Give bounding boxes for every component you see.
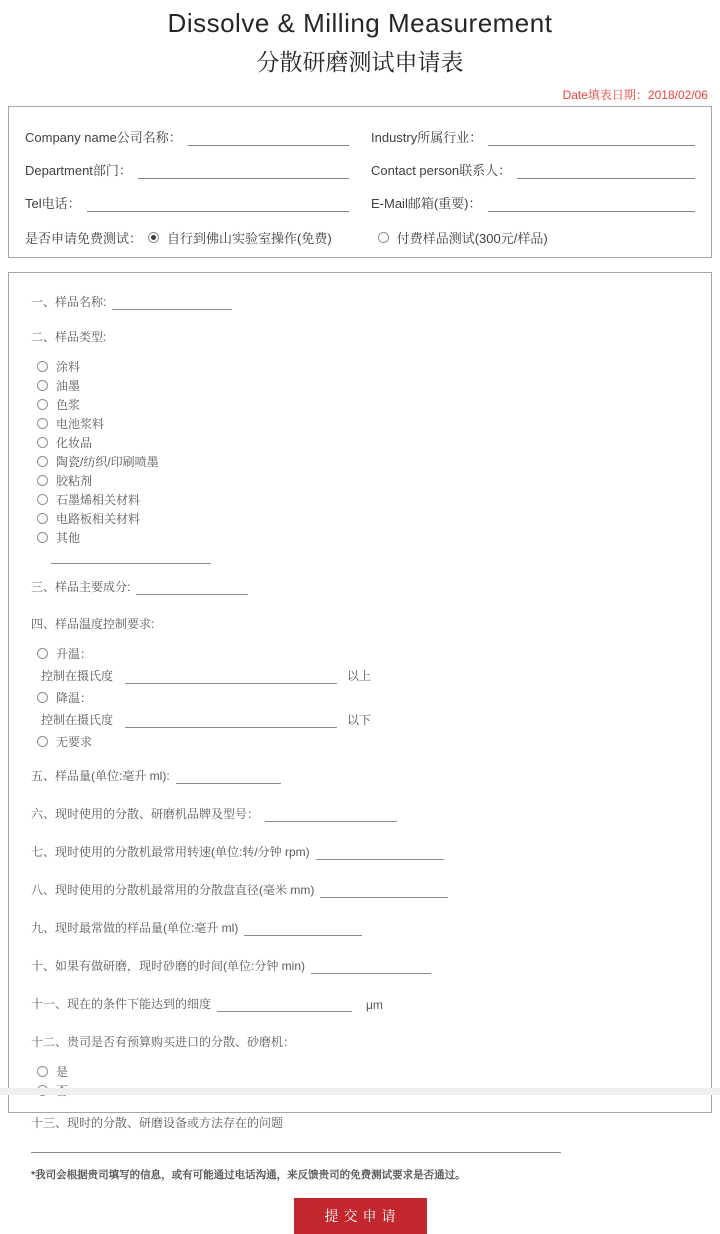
sample-type-option xyxy=(37,452,695,471)
sample-type-radio[interactable] xyxy=(37,494,48,505)
questions-box xyxy=(8,272,712,1224)
question-9 xyxy=(31,919,695,936)
sample-type-radio[interactable] xyxy=(37,380,48,391)
sample-type-option-label: 电池浆料 xyxy=(56,417,105,431)
sample-type-radio[interactable] xyxy=(37,532,48,543)
temp-none-label: 无要求 xyxy=(56,735,93,749)
question-2 xyxy=(31,328,695,345)
sample-type-radio[interactable] xyxy=(37,513,48,524)
question-10 xyxy=(31,957,695,974)
sample-type-option xyxy=(37,357,695,376)
question-12 xyxy=(31,1033,695,1050)
common-volume-input[interactable] xyxy=(244,923,362,936)
budget-yes-option xyxy=(37,1062,695,1081)
problems-label: 十三、现时的分散、研磨设备或方法存在的问题 xyxy=(31,1116,284,1130)
free-test-row xyxy=(25,228,695,247)
temp-cool-input[interactable] xyxy=(125,715,337,728)
industry-label: Industry所属行业： xyxy=(371,130,483,145)
sample-type-option xyxy=(37,471,695,490)
problems-input[interactable] xyxy=(31,1141,561,1153)
free-test-label: 是否申请免费测试： xyxy=(25,231,143,246)
temp-cool-option xyxy=(37,688,695,707)
sample-name-input[interactable] xyxy=(112,297,232,310)
contact-row-1 xyxy=(25,127,695,146)
sample-type-other-input[interactable] xyxy=(51,551,211,564)
tel-label: Tel电话： xyxy=(25,196,81,211)
sample-type-radio[interactable] xyxy=(37,456,48,467)
sample-type-label: 二、样品类型: xyxy=(31,330,107,344)
sample-type-radio[interactable] xyxy=(37,361,48,372)
question-7 xyxy=(31,843,695,860)
sample-type-option xyxy=(37,490,695,509)
question-11 xyxy=(31,995,695,1012)
temp-heat-option xyxy=(37,644,695,663)
milling-time-input[interactable] xyxy=(311,961,431,974)
submit-button[interactable]: 提交申请 xyxy=(294,1198,427,1234)
company-name-input[interactable] xyxy=(188,131,349,146)
question-5 xyxy=(31,767,695,784)
contact-row-3 xyxy=(25,193,695,212)
email-input[interactable] xyxy=(488,197,696,212)
sample-type-option-label: 色浆 xyxy=(56,398,81,412)
sample-type-option xyxy=(37,376,695,395)
temp-none-radio[interactable] xyxy=(37,736,48,747)
sample-volume-label: 五、样品量(单位:毫升 ml): xyxy=(31,769,170,783)
machine-brand-input[interactable] xyxy=(265,809,397,822)
temp-prefix-label: 控制在摄氏度 xyxy=(41,669,114,683)
sample-type-radio[interactable] xyxy=(37,418,48,429)
footer-note: *我司会根据贵司填写的信息，或有可能通过电话沟通，来反馈贵司的免费测试要求是否通过。 xyxy=(31,1169,466,1181)
page-bottom-strip xyxy=(0,1088,720,1095)
sample-type-option xyxy=(37,395,695,414)
temp-prefix-label: 控制在摄氏度 xyxy=(41,713,114,727)
contact-row-2 xyxy=(25,160,695,179)
sample-type-options xyxy=(25,357,695,547)
budget-label: 十二、贵司是否有预算购买进口的分散、砂磨机： xyxy=(31,1035,296,1049)
temp-heat-radio[interactable] xyxy=(37,648,48,659)
sample-type-option xyxy=(37,433,695,452)
page-title-english: Dissolve & Milling Measurement xyxy=(167,8,553,38)
temp-cool-suffix-label: 以下 xyxy=(347,713,372,727)
temp-cool-label: 降温： xyxy=(56,691,93,705)
rpm-label: 七、现时使用的分散机最常用转速(单位:转/分钟 rpm) xyxy=(31,845,310,859)
common-volume-label: 九、现时最常做的样品量(单位:毫升 ml) xyxy=(31,921,239,935)
milling-time-label: 十、如果有做研磨，现时砂磨的时间(单位:分钟 min) xyxy=(31,959,305,973)
sample-type-option-label: 其他 xyxy=(56,531,81,545)
sample-type-option-label: 电路板相关材料 xyxy=(56,512,141,526)
company-name-label: Company name公司名称： xyxy=(25,130,182,145)
fineness-unit-label: μm xyxy=(366,998,383,1012)
sample-type-option-label: 胶粘剂 xyxy=(56,474,93,488)
fineness-label: 十一、现在的条件下能达到的细度 xyxy=(31,997,212,1011)
temp-control-label: 四、样品温度控制要求: xyxy=(31,617,155,631)
temp-cool-detail xyxy=(41,711,695,728)
free-test-paid-radio[interactable] xyxy=(378,232,389,243)
question-4 xyxy=(31,615,695,632)
temp-none-option xyxy=(37,732,695,751)
main-component-input[interactable] xyxy=(136,582,248,595)
tel-input[interactable] xyxy=(87,197,349,212)
temp-cool-radio[interactable] xyxy=(37,692,48,703)
sample-type-option xyxy=(37,528,695,547)
sample-type-option-label: 油墨 xyxy=(56,379,81,393)
question-3 xyxy=(31,578,695,595)
sample-volume-input[interactable] xyxy=(176,771,281,784)
sample-type-radio[interactable] xyxy=(37,475,48,486)
contact-info-box xyxy=(8,106,712,258)
question-8 xyxy=(31,881,695,898)
free-test-lab-label: 自行到佛山实验室操作(免费) xyxy=(167,231,332,246)
email-label: E-Mail邮箱(重要)： xyxy=(371,196,482,211)
sample-type-option xyxy=(37,414,695,433)
contact-person-input[interactable] xyxy=(517,164,695,179)
sample-type-option-label: 涂料 xyxy=(56,360,81,374)
temp-heat-label: 升温： xyxy=(56,647,93,661)
sample-type-option-label: 化妆品 xyxy=(56,436,93,450)
page-title-chinese: 分散研磨测试申请表 xyxy=(256,49,464,75)
disc-diameter-label: 八、现时使用的分散机最常用的分散盘直径(毫米 mm) xyxy=(31,883,315,897)
free-test-lab-radio[interactable] xyxy=(148,232,159,243)
department-input[interactable] xyxy=(138,164,349,179)
temp-heat-suffix-label: 以上 xyxy=(347,669,372,683)
rpm-input[interactable] xyxy=(316,847,444,860)
temp-heat-input[interactable] xyxy=(125,671,337,684)
sample-type-radio[interactable] xyxy=(37,437,48,448)
sample-type-option xyxy=(37,509,695,528)
question-1 xyxy=(31,293,695,310)
free-test-paid-label: 付费样品测试(300元/样品) xyxy=(396,231,548,246)
main-component-label: 三、样品主要成分: xyxy=(31,580,131,594)
temp-heat-detail xyxy=(41,667,695,684)
question-6 xyxy=(31,805,695,822)
sample-type-radio[interactable] xyxy=(37,399,48,410)
question-13 xyxy=(31,1114,695,1131)
sample-type-option-label: 陶瓷/纺织/印刷喷墨 xyxy=(56,455,159,469)
industry-input[interactable] xyxy=(488,131,695,146)
sample-name-label: 一、样品名称: xyxy=(31,295,107,309)
form-date: Date填表日期：2018/02/06 xyxy=(562,88,708,102)
budget-yes-radio[interactable] xyxy=(37,1066,48,1077)
contact-person-label: Contact person联系人： xyxy=(371,163,512,178)
disc-diameter-input[interactable] xyxy=(320,885,448,898)
fineness-input[interactable] xyxy=(217,999,352,1012)
budget-yes-label: 是 xyxy=(56,1065,69,1079)
department-label: Department部门： xyxy=(25,163,132,178)
machine-brand-label: 六、现时使用的分散、研磨机品牌及型号： xyxy=(31,807,260,821)
sample-type-option-label: 石墨烯相关材料 xyxy=(56,493,141,507)
